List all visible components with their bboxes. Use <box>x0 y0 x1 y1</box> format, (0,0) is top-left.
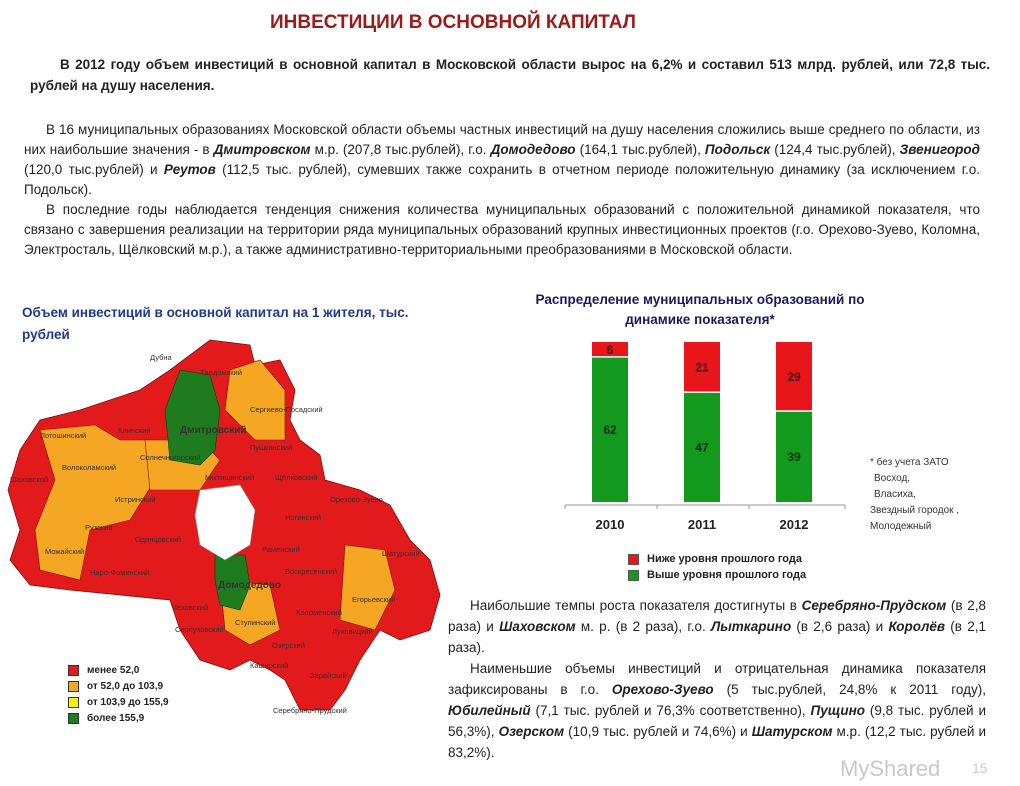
watermark: MyShared <box>840 756 941 781</box>
legend-swatch <box>68 713 79 724</box>
map-label: Сергиево-Посадский <box>250 405 323 414</box>
legend-swatch <box>628 554 639 565</box>
paragraph <box>448 658 986 763</box>
text-segment: (120,0 тыс.рублей) и <box>24 162 164 177</box>
emphasized-name: Королёв <box>888 619 946 634</box>
map-label: Лотошинский <box>40 431 87 440</box>
legend-label: от 52,0 до 103,9 <box>87 680 164 692</box>
text-segment: (9,8 тыс. рублей и 56,3%), <box>448 703 986 739</box>
emphasized-name: Звенигород <box>899 142 980 157</box>
chart-legend <box>628 551 806 583</box>
emphasized-name: Лыткарино <box>710 619 792 634</box>
map-title: Объем инвестиций в основной капитал на 1 жителя, тыс. рублей <box>22 305 409 342</box>
map-label: Каширский <box>250 661 289 670</box>
text-segment: м.р. (12,2 тыс. рублей и 83,2%). <box>448 724 986 760</box>
emphasized-name: Пущино <box>810 703 865 718</box>
page-number: 15 <box>972 760 988 776</box>
map-label: Наро-Фоминский <box>90 568 150 577</box>
footnote-line: * без учета ЗАТО <box>870 457 949 468</box>
map-legend <box>68 662 169 726</box>
map-label: Домодедово <box>218 580 281 591</box>
text-segment: (112,5 тыс. рублей), сумевших также сохранить в отчетном периоде положительную динамику (за исключением г.о. Подольск). <box>24 162 981 197</box>
map-label: Воскресенский <box>285 567 338 576</box>
data-label: 62 <box>603 423 617 438</box>
legend-item <box>68 678 169 694</box>
map-label: Серпуховский <box>175 625 224 634</box>
legend-swatch <box>628 570 639 581</box>
footnote-line: Молодежный <box>870 521 932 532</box>
map-label: Можайский <box>45 547 85 556</box>
emphasized-name: Орехово-Зуево <box>611 682 714 697</box>
emphasized-name: Подольск <box>704 142 771 157</box>
legend-swatch <box>68 681 79 692</box>
legend-item <box>68 710 169 726</box>
map-label: Ступинский <box>235 618 276 627</box>
text-segment: В 16 муниципальных образованиях Московской области объемы частных инвестиций на душу населения сложились выше среднего по области, из них наибольшие значения - в <box>24 122 980 157</box>
map-label: Дубна <box>150 353 172 362</box>
data-label: 39 <box>787 450 801 465</box>
map-label: Орехово-Зуево <box>330 495 383 504</box>
x-tick-label: 2012 <box>779 517 809 532</box>
chart-title: Распределение муниципальных образований по динамике показателя* <box>535 292 865 327</box>
map-label: Чеховский <box>172 603 209 612</box>
chart-legend-item <box>628 551 806 567</box>
text-segment: (7,1 тыс. рублей и 76,3% соответственно), <box>530 703 811 718</box>
emphasized-name: Домодедово <box>490 142 576 157</box>
map-label: Одинцовский <box>135 535 182 544</box>
page-title: ИНВЕСТИЦИИ В ОСНОВНОЙ КАПИТАЛ <box>270 12 636 33</box>
emphasized-name: Юбилейный <box>448 703 531 718</box>
map-label: Талдомский <box>200 368 242 377</box>
data-label: 21 <box>695 360 709 375</box>
body-text-bottom <box>448 595 986 763</box>
map-label: Коломенский <box>296 608 342 617</box>
x-tick-label: 2011 <box>687 517 717 532</box>
legend-item <box>68 694 169 710</box>
map-label: Пушкинский <box>250 443 293 452</box>
map-label: Серебряно-Прудский <box>273 706 347 715</box>
emphasized-name: Шаховском <box>499 619 576 634</box>
emphasized-name: Озерском <box>498 724 565 739</box>
emphasized-name: Дмитровском <box>213 142 311 157</box>
text-segment: (5 тыс.рублей, 24,8% к 2011 году), <box>713 682 986 697</box>
legend-label: Выше уровня прошлого года <box>647 569 807 581</box>
paragraph <box>448 595 986 658</box>
map-label: Раменский <box>262 545 300 554</box>
text-segment: м.р. (207,8 тыс.рублей), г.о. <box>310 142 491 157</box>
map-label: Щёлковский <box>275 473 318 482</box>
text-segment: м. р. (в 2 раза), г.о. <box>575 619 711 634</box>
text-segment: (в 2,1 раза). <box>448 619 986 655</box>
data-label: 47 <box>695 440 709 455</box>
map-label: Шатурский <box>382 549 420 558</box>
emphasized-name: Шатурском <box>751 724 833 739</box>
data-label: 6 <box>606 343 614 358</box>
map-label: Егорьевский <box>352 595 396 604</box>
map-label: Шаховской <box>10 475 49 484</box>
legend-label: более 155,9 <box>87 712 145 724</box>
body-text-top <box>24 120 980 260</box>
map-label: Ногинский <box>285 513 322 522</box>
chart-footnote <box>870 455 959 535</box>
chart-legend-item <box>628 567 806 583</box>
x-tick-label: 2010 <box>595 517 625 532</box>
legend-swatch <box>68 697 79 708</box>
legend-item <box>68 662 169 678</box>
map-label: Зарайский <box>310 671 347 680</box>
text-segment: (в 2,6 раза) и <box>791 619 889 634</box>
map-label: Волоколамский <box>62 463 117 472</box>
map-label: Клинский <box>118 426 151 435</box>
map-label: Луховицкий <box>332 627 373 636</box>
data-label: 29 <box>787 370 801 385</box>
map-label: Истринский <box>115 495 156 504</box>
footnote-line: Восход, <box>874 473 911 484</box>
intro-text: В 2012 году объем инвестиций в основной капитал в Московской области вырос на 6,2% и составил 513 млрд. рублей, или 72,8 тыс. рублей на душу населения. <box>30 57 990 93</box>
text-segment: В последние годы наблюдается тенденция снижения количества муниципальных образований с положительной динамикой показателя, что связано с завершения реализации на территории ряда муниципальных образований крупных инвестиционных проектов (г.о. Орехово-Зуево, Коломна, Электросталь, Щёлковский м.р.), а также административно-территориальными преобразованиями в Московской области. <box>24 202 980 257</box>
map-label: Мытищинский <box>205 473 255 482</box>
map-label: Рузский <box>85 523 113 532</box>
footnote-line: Власиха, <box>874 489 916 500</box>
legend-label: менее 52,0 <box>87 664 140 676</box>
paragraph <box>24 200 980 260</box>
map-label: Солнечногорский <box>140 453 201 462</box>
legend-swatch <box>68 665 79 676</box>
paragraph <box>24 120 980 200</box>
stacked-bar-chart <box>560 335 860 545</box>
legend-label: от 103,9 до 155,9 <box>87 696 169 708</box>
emphasized-name: Реутов <box>163 162 216 177</box>
text-segment: (124,4 тыс.рублей), <box>770 142 900 157</box>
text-segment: Наименьшие объемы инвестиций и отрицательная динамика показателя зафиксированы в г.о. <box>448 661 986 697</box>
legend-label: Ниже уровня прошлого года <box>647 553 802 565</box>
map-label: Дмитровский <box>180 425 247 436</box>
footnote-line: Звездный городок , <box>870 505 960 516</box>
text-segment: (в 2,8 раза) и <box>448 598 987 634</box>
text-segment: (10,9 тыс. рублей и 74,6%) и <box>564 724 752 739</box>
map-label: Озерский <box>272 641 305 650</box>
text-segment: (164,1 тыс.рублей), <box>575 142 705 157</box>
emphasized-name: Серебряно-Прудском <box>801 598 947 613</box>
text-segment: Наибольшие темпы роста показателя достигнуты в <box>470 598 802 613</box>
